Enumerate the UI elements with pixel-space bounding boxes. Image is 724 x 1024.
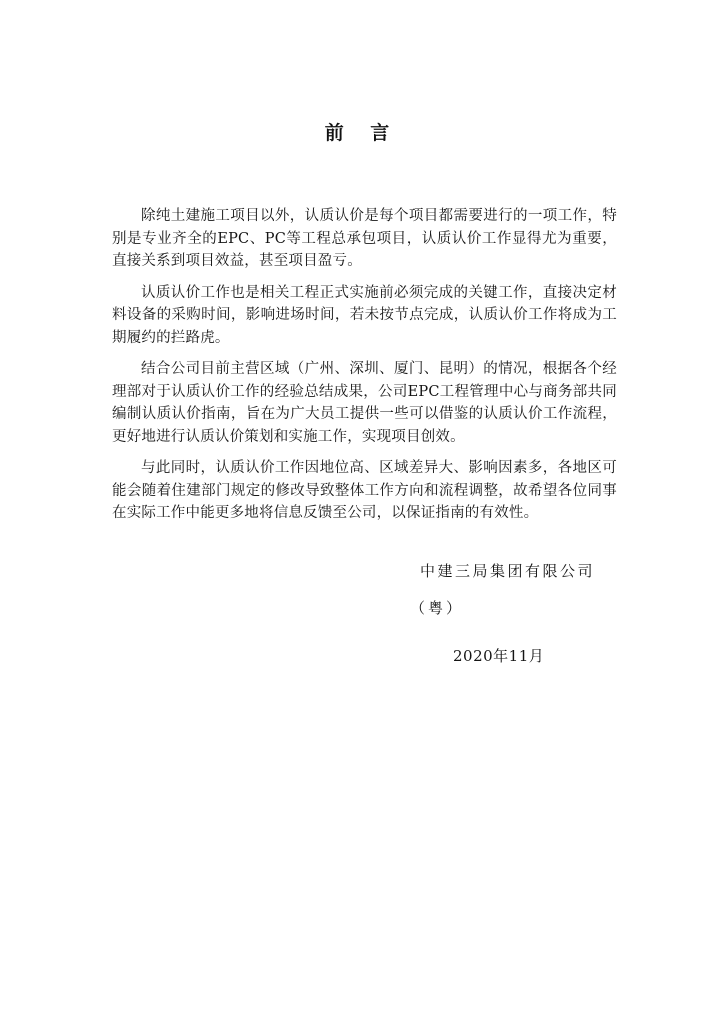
preface-body [112, 205, 617, 534]
signature-branch: （粤） [410, 599, 465, 617]
signature-company: 中建三局集团有限公司 [420, 562, 596, 580]
paragraph-1: 除纯土建施工项目以外，认质认价是每个项目都需要进行的一项工作，特别是专业齐全的EPC、PC等工程总承包项目，认质认价工作显得尤为重要，直接关系到项目效益，甚至项目盈亏。 [112, 208, 617, 269]
paragraph-3: 结合公司目前主营区域（广州、深圳、厦门、昆明）的情况，根据各个经理部对于认质认价工作的经验总结成果，公司EPC工程管理中心与商务部共同编制认质认价指南，旨在为广大员工提供一些可以借鉴的认质认价工作流程，更好地进行认质认价策划和实施工作，实现项目创效。 [112, 361, 617, 445]
signature-date: 2020年11月 [453, 647, 545, 665]
paragraph-4: 与此同时，认质认价工作因地位高、区域差异大、影响因素多，各地区可能会随着住建部门规定的修改导致整体工作方向和流程调整，故希望各位同事在实际工作中能更多地将信息反馈至公司，以保证指南的有效性。 [112, 460, 617, 521]
page-title: 前 言 [324, 122, 400, 144]
paragraph-2: 认质认价工作也是相关工程正式实施前必须完成的关键工作，直接决定材料设备的采购时间，影响进场时间，若未按节点完成，认质认价工作将成为工期履约的拦路虎。 [112, 284, 617, 346]
